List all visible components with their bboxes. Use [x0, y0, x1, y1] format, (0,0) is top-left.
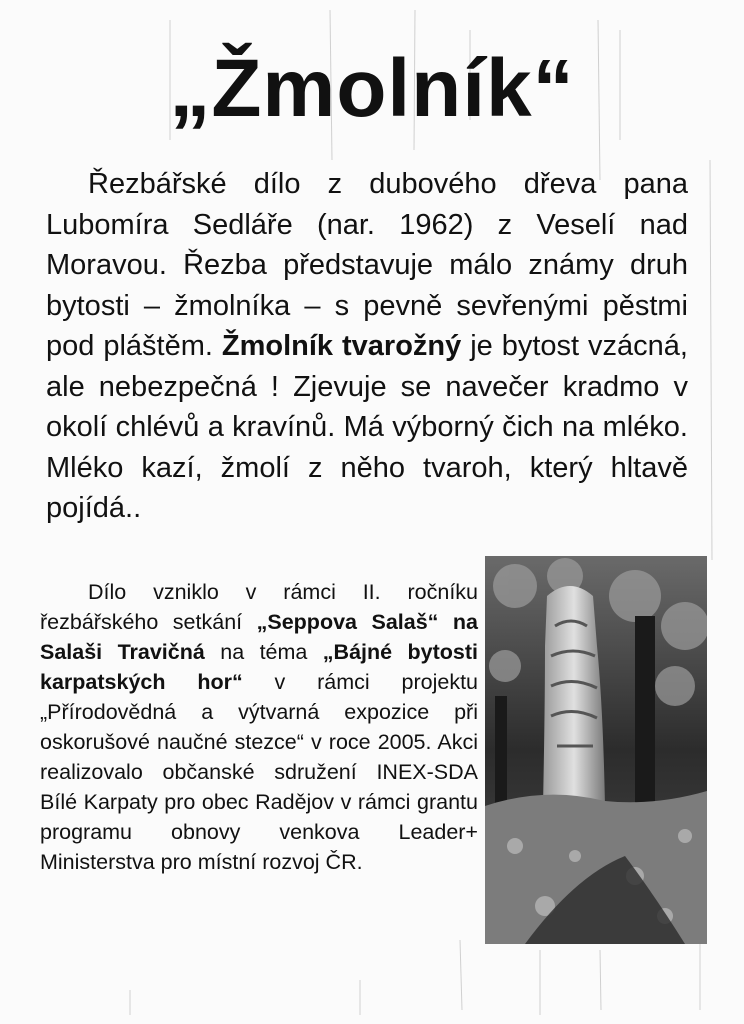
main-text-part2: je bytost vzácná, ale nebezpečná ! Zjevuje se navečer kradmo v okolí chlévů a kravínů. Má výborný čich na mléko. Mléko kazí, žmolí z něho tvaroh, který hltavě pojídá.. [46, 330, 688, 524]
page-title: „Žmolník“ [169, 43, 575, 134]
side-text-part3: v rámci projektu „Přírodovědná a výtvarná expozice při oskorušové naučné stezce“ v roce 2005. Akci realizovalo občanské sdružení INEX-SDA Bílé Karpaty pro obec Radějov v rámci grantu programu obnovy venkova Leader+ Ministerstva pro místní rozvoj ČR. [40, 670, 478, 874]
main-paragraph [46, 164, 688, 529]
side-text-part1: Dílo vzniklo v rámci II. ročníku řezbářského setkání [40, 580, 478, 634]
carving-photo [485, 556, 707, 944]
side-paragraph [40, 577, 478, 877]
side-text-part2: na téma [204, 640, 323, 664]
side-text-bold2: „Bájné bytosti karpatských hor“ [40, 640, 478, 694]
side-text-bold1: „Seppova Salaš“ na Salaši Travičná [40, 610, 478, 664]
main-text-bold: Žmolník tvarožný [221, 330, 462, 362]
carving-photo-illustration [485, 556, 707, 944]
main-text-part1: Řezbářské dílo z dubového dřeva pana Lubomíra Sedláře (nar. 1962) z Veselí nad Moravou. Řezba představuje málo známy druh bytosti – žmolníka – s pevně sevřenými pěstmi pod pláštěm. [46, 168, 688, 362]
